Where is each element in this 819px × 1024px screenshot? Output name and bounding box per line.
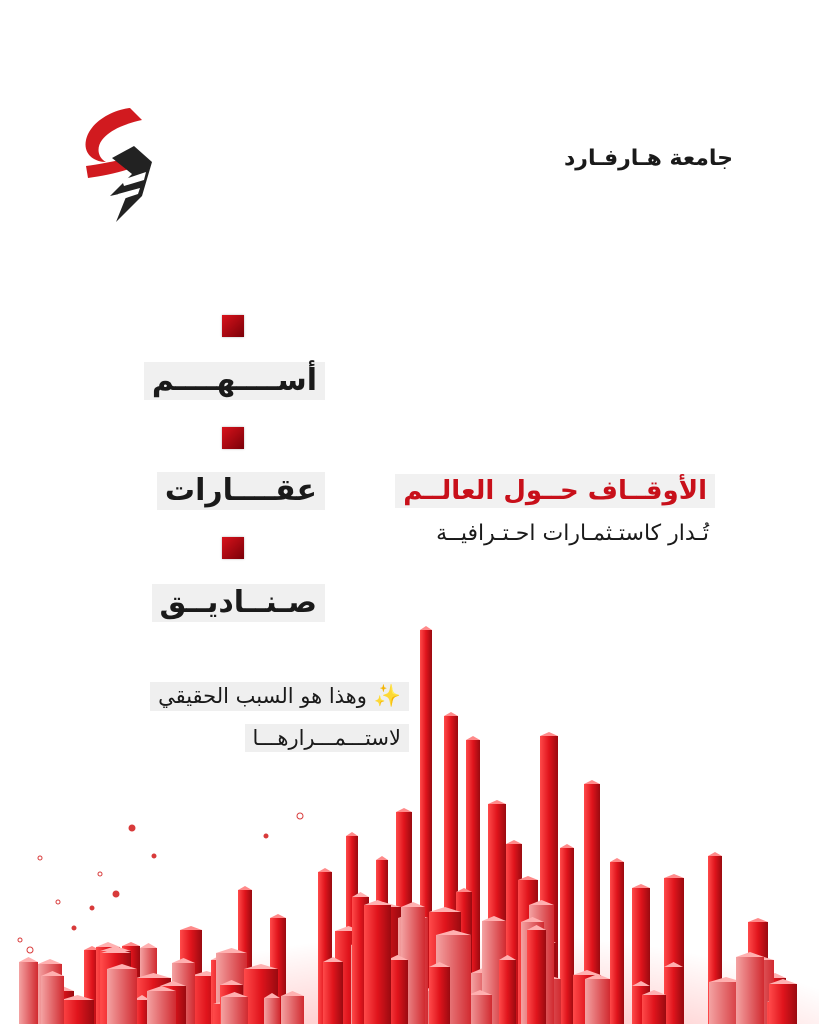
category-funds: صـنــاديــق xyxy=(152,584,325,622)
university-name: جامعة هـارفـارد xyxy=(564,146,733,171)
red-bar-skyline-illustration xyxy=(0,600,819,1024)
category-real-estate: عقــــارات xyxy=(157,472,325,510)
university-logo xyxy=(72,100,158,226)
headline-subtitle: تُـدار كاستـثمـارات احـتـرافيــة xyxy=(436,521,709,546)
reason-line-2: لاستـــمـــرارهـــا xyxy=(245,724,409,752)
category-stocks: أســــهــــم xyxy=(144,362,325,400)
reason-text-1: وهذا هو السبب الحقيقي xyxy=(158,684,367,708)
bullet-square-icon xyxy=(222,315,244,337)
sparkles-icon: ✨ xyxy=(373,684,401,709)
bullet-square-icon xyxy=(222,537,244,559)
bullet-square-icon xyxy=(222,427,244,449)
headline-title: الأوقــاف حــول العالــم xyxy=(395,474,715,508)
